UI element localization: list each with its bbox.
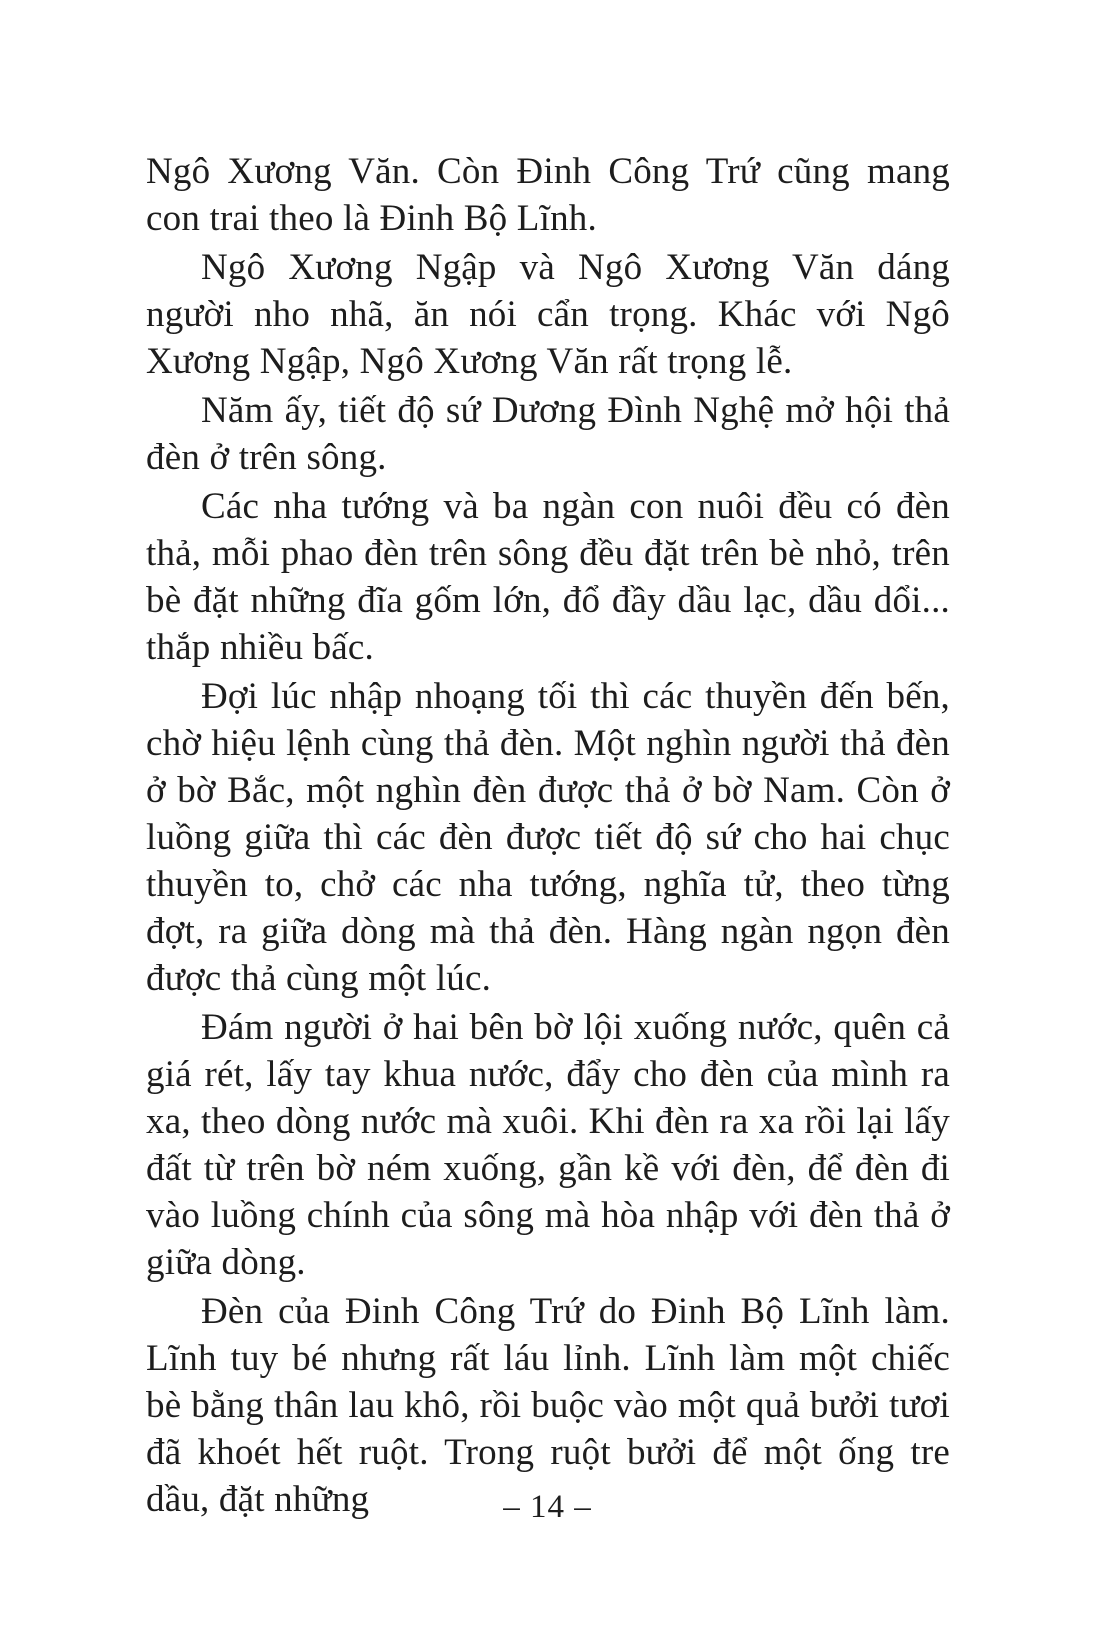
body-paragraph: Ngô Xương Văn. Còn Đinh Công Trứ cũng mang con trai theo là Đinh Bộ Lĩnh. (146, 151, 950, 239)
body-paragraph: Đợi lúc nhập nhoạng tối thì các thuyền đến bến, chờ hiệu lệnh cùng thả đèn. Một nghìn người thả đèn ở bờ Bắc, một nghìn đèn được thả ở bờ Nam. Còn ở luồng giữa thì các đèn được tiết độ sứ cho hai chục thuyền to, chở các nha tướng, nghĩa tử, theo từng đợt, ra giữa dòng mà thả đèn. Hàng ngàn ngọn đèn được thả cùng một lúc. (146, 676, 950, 999)
body-paragraph: Năm ấy, tiết độ sứ Dương Đình Nghệ mở hội thả đèn ở trên sông. (146, 390, 950, 478)
body-text (146, 148, 950, 1523)
body-paragraph: Các nha tướng và ba ngàn con nuôi đều có đèn thả, mỗi phao đèn trên sông đều đặt trên bè nhỏ, trên bè đặt những đĩa gốm lớn, đổ đầy dầu lạc, dầu dổi... thắp nhiều bấc. (146, 486, 950, 668)
page-number: – 14 – (503, 1489, 592, 1525)
body-paragraph: Đèn của Đinh Công Trứ do Đinh Bộ Lĩnh làm. Lĩnh tuy bé nhưng rất láu lỉnh. Lĩnh làm một chiếc bè bằng thân lau khô, rồi buộc vào một quả bưởi tươi đã khoét hết ruột. Trong ruột bưởi để một ống tre dầu, đặt những (146, 1291, 950, 1520)
body-paragraph: Đám người ở hai bên bờ lội xuống nước, quên cả giá rét, lấy tay khua nước, đẩy cho đèn của mình ra xa, theo dòng nước mà xuôi. Khi đèn ra xa rồi lại lấy đất từ trên bờ ném xuống, gần kề với đèn, để đèn đi vào luồng chính của sông mà hòa nhập với đèn thả ở giữa dòng. (146, 1007, 950, 1283)
body-paragraph: Ngô Xương Ngập và Ngô Xương Văn dáng người nho nhã, ăn nói cẩn trọng. Khác với Ngô Xương Ngập, Ngô Xương Văn rất trọng lễ. (146, 247, 950, 382)
